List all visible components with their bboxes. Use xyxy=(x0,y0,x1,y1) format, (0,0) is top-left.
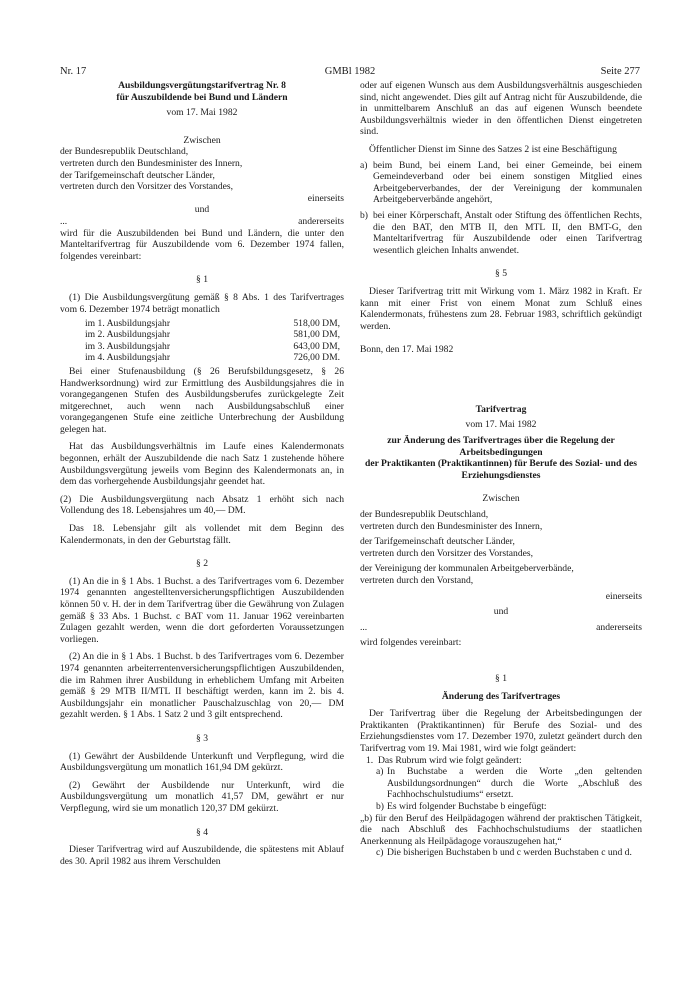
signature-place-date: Bonn, den 17. Mai 1982 xyxy=(360,344,454,356)
second-doc-date: vom 17. Mai 1982 xyxy=(465,419,537,431)
doc-title-line2: für Auszubildende bei Bund und Ländern xyxy=(116,91,288,103)
list-item xyxy=(360,210,642,256)
section-3-heading: § 3 xyxy=(196,732,208,744)
einerseits-label: einerseits xyxy=(605,590,642,602)
paragraph: Hat das Ausbildungsverhältnis im Laufe eines Kalendermonats begonnen, erhält der Auszubildende die nach Satz 1 zustehende höhere Ausbildungsvergütung jeweils vom Beginn des Kalendermonats an, in dem das vorhergehende Ausbildungsjahr geendet hat. xyxy=(60,441,344,488)
second-doc-title: Tarifvertrag xyxy=(475,403,527,415)
list-item xyxy=(376,766,642,801)
paragraph: Das 18. Lebensjahr gilt als vollendet mit dem Beginn des Kalendermonats, in den der Geburtstag fällt. xyxy=(60,523,344,546)
page-number-label: Nr. 17 xyxy=(60,66,87,77)
paragraph: Bei einer Stufenausbildung (§ 26 Berufsbildungsgesetz, § 26 Handwerksordnung) wird zur Ermittlung des Ausbildungsjahres die in vorangegangenen Stufen des Ausbildungsberufes zurückgelegte Zeit mitgerechnet, auch wenn nach Ausbildungsabschluß einer vorangegangenen Stufe eine zeitliche Unterbrechung der Ausbildung gelegen hat. xyxy=(60,365,344,435)
zwischen-label: Zwischen xyxy=(183,134,221,146)
andererseits-row xyxy=(60,216,344,228)
left-column xyxy=(60,80,344,867)
list-item xyxy=(376,847,642,859)
table-cell: 726,00 DM. xyxy=(293,351,340,363)
journal-title: GMBl 1982 xyxy=(324,66,376,77)
table-cell: im 4. Ausbildungsjahr xyxy=(85,351,171,363)
doc-date: vom 17. Mai 1982 xyxy=(166,107,238,119)
party-line: vertreten durch den Vorsitzer des Vorstandes, xyxy=(60,181,233,193)
table-row xyxy=(60,318,344,329)
paragraph: Dieser Tarifvertrag wird auf Auszubildende, die spätestens mit Ablauf des 30. April 1982 aus ihrem Verschulden xyxy=(60,844,344,867)
party-line: der Bundesrepublik Deutschland, xyxy=(360,509,489,521)
list-marker: b) xyxy=(376,800,384,812)
party-line: der Tarifgemeinschaft deutscher Länder, xyxy=(360,536,515,548)
section-1-heading: § 1 xyxy=(495,672,507,684)
payment-table xyxy=(60,318,344,363)
zwischen-label: Zwischen xyxy=(482,493,520,505)
paragraph: Öffentlicher Dienst im Sinne des Satzes 2 ist eine Beschäftigung xyxy=(369,143,617,155)
paragraph: (1) Gewährt der Ausbildende Unterkunft und Verpflegung, wird die Ausbildungsvergütung um monatlich 161,94 DM gekürzt. xyxy=(60,750,344,774)
table-cell: 518,00 DM, xyxy=(293,318,340,330)
party-line: vertreten durch den Vorsitzer des Vorstandes, xyxy=(360,547,533,559)
list-item xyxy=(360,160,642,206)
second-doc-subtitle: der Praktikanten (Praktikantinnen) für Berufe des Sozial- und des Erziehungsdienstes xyxy=(364,458,638,481)
table-row xyxy=(60,341,344,352)
list-text: Das Rubrum wird wie folgt geändert: xyxy=(378,754,522,766)
party-line: der Vereinigung der kommunalen Arbeitgeberverbände, xyxy=(360,563,574,575)
party-line: der Bundesrepublik Deutschland, xyxy=(60,146,189,158)
section-1-heading: § 1 xyxy=(196,274,208,286)
list-marker: b) xyxy=(360,209,368,221)
party-line: vertreten durch den Vorstand, xyxy=(360,575,474,586)
paragraph: Der Tarifvertrag über die Regelung der Arbeitsbedingungen der Praktikanten (Praktikantinnen) für Berufe des Sozial- und des Erziehungsdienstes vom 17. Dezember 1970, zuletzt geändert durch den Tarifvertrag vom 19. Mai 1981, wird wie folgt geändert: xyxy=(360,708,642,754)
list-marker: c) xyxy=(376,847,384,859)
paragraph: Dieser Tarifvertrag tritt mit Wirkung vom 1. März 1982 in Kraft. Er kann mit einer Frist von einem Monat zum Schluß eines Kalendermonats, frühestens zum 28. Februar 1983, schriftlich gekündigt werden. xyxy=(360,285,642,332)
quoted-insertion: „b) für den Beruf des Heilpädagogen während der praktischen Tätigkeit, die nach Abschluß des Fachhochschulstudiums der staatlichen Anerkennung als Heilpädagoge vorauszugehen hat,“ xyxy=(360,812,642,847)
paragraph: wird folgendes vereinbart: xyxy=(360,637,462,649)
einerseits-label: einerseits xyxy=(307,192,344,204)
section-title: Änderung des Tarifvertrages xyxy=(441,690,561,702)
doc-title-line1: Ausbildungsvergütungstarifvertrag Nr. 8 xyxy=(118,80,286,91)
paragraph: oder auf eigenen Wunsch aus dem Ausbildungsverhältnis ausgeschieden sind, nicht angewendet. Dies gilt auf Antrag nicht für Auszubildende, die in unmittelbarem Anschluß an das auf eigenen Wunsch beendete Ausbildungsverhältnis wieder in den öffentlichen Dienst eingetreten sind. xyxy=(360,80,642,138)
list-text: Es wird folgender Buchstabe b eingefügt: xyxy=(387,800,547,812)
andererseits-label: andererseits xyxy=(596,621,642,633)
list-item xyxy=(366,755,642,767)
list-marker: 1. xyxy=(366,754,374,766)
page-label: Seite 277 xyxy=(600,66,640,77)
und-label: und xyxy=(194,204,210,216)
list-marker: a) xyxy=(360,159,368,171)
party-line: der Tarifgemeinschaft deutscher Länder, xyxy=(60,169,215,181)
paragraph: (1) An die in § 1 Abs. 1 Buchst. a des Tarifvertrages vom 6. Dezember 1974 genannten angestelltenversicherungspflichtigen Auszubildenden können 50 v. H. der in dem Tarifvertrag über die Gewährung von Zulagen gemäß § 33 Abs. 1 Buchst. c BAT vom 11. Januar 1962 vereinbarten Zulagen gezahlt werden, wenn die dort geforderten Voraussetzungen vorliegen. xyxy=(60,575,344,645)
second-doc-subtitle: zur Änderung des Tarifvertrages über die Regelung der Arbeitsbedingungen xyxy=(387,435,615,458)
und-label: und xyxy=(493,606,509,618)
andererseits-label: andererseits xyxy=(298,215,344,227)
andererseits-row xyxy=(360,622,642,634)
list-item xyxy=(376,801,642,813)
list-text: bei einer Körperschaft, Anstalt oder Stiftung des öffentlichen Rechts, die den BAT, den MTB II, den MTL II, den BMT-G, den Manteltarifvertrag für Auszubildende oder einen Tarifvertrag wesentlich gleichen Inhalts anwendet. xyxy=(373,209,642,256)
table-cell: im 3. Ausbildungsjahr xyxy=(85,340,171,352)
section-2-heading: § 2 xyxy=(196,558,208,570)
table-cell: im 2. Ausbildungsjahr xyxy=(85,329,171,341)
table-row xyxy=(60,352,344,363)
section-4-heading: § 4 xyxy=(196,826,208,838)
paragraph: (1) Die Ausbildungsvergütung gemäß § 8 Abs. 1 des Tarifvertrages vom 6. Dezember 1974 beträgt monatlich xyxy=(60,291,344,315)
intro-paragraph: wird für die Auszubildenden bei Bund und Ländern, die unter den Manteltarifvertrag für Auszubildende vom 6. Dezember 1974 fallen, folgendes vereinbart: xyxy=(60,227,344,262)
paragraph: (2) An die in § 1 Abs. 1 Buchst. b des Tarifvertrages vom 6. Dezember 1974 genannten arbeiterrentenversicherungspflichtigen Auszubildenden, die im Rahmen ihrer Ausbildung in erheblichem Umfang mit Arbeiten gemäß § 29 MTB II/MTL II beschäftigt werden, kann im 2. bis 4. Ausbildungsjahr ein monatlicher Pauschalzuschlag von 20,— DM gezahlt werden. § 1 Abs. 1 Satz 2 und 3 gilt entsprechend. xyxy=(60,651,344,721)
table-cell: 581,00 DM, xyxy=(293,329,340,341)
list-text: Die bisherigen Buchstaben b und c werden Buchstaben c und d. xyxy=(387,847,632,859)
paragraph: (2) Gewährt der Ausbildende nur Unterkunft, wird die Ausbildungsvergütung um monatlich 41,57 DM, gewährt er nur Verpflegung, wird sie um monatlich 120,37 DM gekürzt. xyxy=(60,779,344,814)
party-line: vertreten durch den Bundesminister des Innern, xyxy=(60,157,243,169)
table-cell: 643,00 DM, xyxy=(293,340,340,352)
paragraph: (2) Die Ausbildungsvergütung nach Absatz 1 erhöht sich nach Vollendung des 18. Lebensjahres um 40,— DM. xyxy=(60,493,344,517)
table-row xyxy=(60,329,344,340)
section-5-heading: § 5 xyxy=(495,268,507,280)
party-line: vertreten durch den Bundesminister des Innern, xyxy=(360,520,543,532)
list-marker: a) xyxy=(376,766,384,778)
right-column xyxy=(360,80,642,859)
table-cell: im 1. Ausbildungsjahr xyxy=(85,318,171,330)
list-text: In Buchstabe a werden die Worte „den geltenden Ausbildungsordnungen“ durch die Worte „Abschluß des Fachhochschulstudiums“ ersetzt. xyxy=(387,766,642,801)
ellipsis: ... xyxy=(60,215,68,227)
list-text: beim Bund, bei einem Land, bei einer Gemeinde, bei einem Gemeindeverband oder bei einem sonstigen Mitglied eines Arbeitgeberverbandes, der der Vereinigung der kommunalen Arbeitgeberverbände angehört, xyxy=(373,159,642,206)
ellipsis: ... xyxy=(360,621,368,633)
